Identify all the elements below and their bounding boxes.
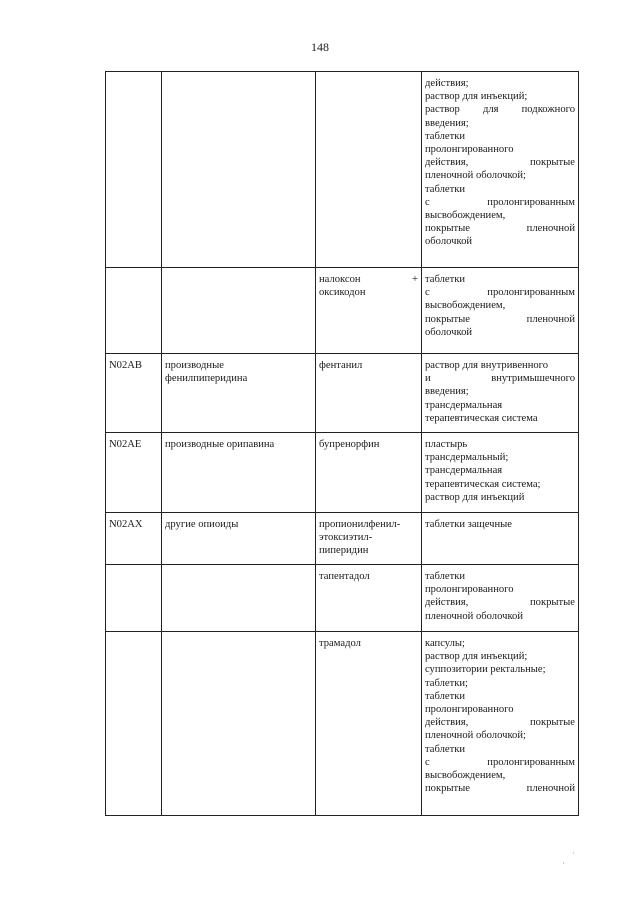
dosage-form-line: оболочкой [425,236,473,248]
pharmacological-group-cell [162,354,316,433]
scan-speck: · [572,848,575,858]
drug-name-cell [316,632,422,816]
dosage-form-line: с пролонгированным [425,287,575,299]
drug-name-cell [316,354,422,433]
dosage-form-line: раствор для подкожного [425,104,575,116]
drug-name-line: тапентадол [319,571,370,582]
pharmacological-group-cell [162,433,316,513]
dosage-form-line: высвобождением, [425,210,506,222]
dosage-form-line: покрытые пленочной [425,223,575,235]
drug-name-cell [316,433,422,513]
combination-plus-sign: + [412,274,418,285]
drug-name-cell [316,513,422,565]
pharmacological-group-cell [162,565,316,632]
scan-speck: · [562,858,565,868]
drug-name-cell [316,565,422,632]
atc-code-cell [106,72,162,268]
dosage-form-line: трансдермальная [425,399,503,411]
dosage-form-line: покрытые пленочной [425,313,575,325]
dosage-form-line: действия, покрытые [425,157,575,169]
dosage-form-line: терапевтическая система [425,412,538,424]
atc-code-cell [106,354,162,433]
drug-name-cell [316,268,422,354]
dosage-form-cell [422,354,579,433]
dosage-form-line: таблетки [425,274,466,285]
dosage-form-line: таблетки защечные [425,519,512,530]
dosage-form-line: с пролонгированным [425,196,575,208]
dosage-form-line: таблетки [425,183,466,195]
table-row [106,565,579,632]
drug-name-line: этоксиэтил- [319,532,373,544]
atc-code-cell [106,513,162,565]
pharmacological-group-cell [162,513,316,565]
pharmacological-group-line: производные [165,360,224,371]
dosage-form-line: раствор для инъекций; [425,651,528,663]
dosage-form-line: таблетки [425,130,466,142]
dosage-form-line: пленочной оболочкой [425,610,524,622]
drug-name-line: фентанил [319,360,363,371]
dosage-form-line: таблетки; [425,677,468,689]
drug-table [105,71,579,816]
dosage-form-line: пленочной оболочкой; [425,170,526,182]
table-row [106,632,579,816]
table-row [106,513,579,565]
dosage-form-line: действия; [425,78,469,89]
dosage-form-line: действия, покрытые [425,717,575,729]
pharmacological-group-cell [162,72,316,268]
drug-name-line: трамадол [319,638,361,649]
pharmacological-group-line: производные орипавина [165,439,275,450]
dosage-form-line: пластырь [425,439,468,450]
atc-code: N02AX [109,519,143,530]
atc-code-cell [106,632,162,816]
table-row [106,268,579,354]
pharmacological-group-line: другие опиоиды [165,519,239,530]
dosage-form-line: введения; [425,117,469,129]
atc-code-cell [106,268,162,354]
drug-name-line: бупренорфин [319,439,380,450]
dosage-form-cell [422,565,579,632]
table-row [106,72,579,268]
drug-name-text: налоксон [319,274,361,285]
drug-name-line [319,273,418,286]
dosage-form-cell [422,433,579,513]
pharmacological-group-line: фенилпиперидина [165,373,248,385]
drug-name-line: пиперидин [319,545,369,557]
dosage-form-line: трансдермальная [425,465,503,477]
pharmacological-group-cell [162,268,316,354]
dosage-form-line: покрытые пленочной [425,783,575,795]
dosage-form-line: раствор для инъекций; [425,91,528,103]
drug-name-line: пропионилфенил- [319,519,401,530]
dosage-form-line: суппозитории ректальные; [425,664,546,676]
dosage-form-line: высвобождением, [425,770,506,782]
dosage-form-line: пролонгированного [425,704,514,716]
table-body [106,72,579,816]
atc-code: N02AB [109,360,142,371]
drug-name-line: оксикодон [319,287,366,299]
table-row [106,354,579,433]
table-row [106,433,579,513]
dosage-form-cell [422,268,579,354]
dosage-form-cell [422,632,579,816]
dosage-form-line: оболочкой [425,326,473,338]
dosage-form-line: капсулы; [425,638,465,649]
dosage-form-line: введения; [425,386,469,398]
dosage-form-line: пленочной оболочкой; [425,730,526,742]
dosage-form-line: таблетки [425,743,466,755]
pharmacological-group-cell [162,632,316,816]
dosage-form-line: пролонгированного [425,584,514,596]
dosage-form-line: пролонгированного [425,144,514,156]
dosage-form-line: трансдермальный; [425,452,509,464]
atc-code-cell [106,433,162,513]
dosage-form-line: таблетки [425,690,466,702]
dosage-form-line: терапевтическая система; [425,478,541,490]
page-number: 148 [311,40,329,54]
dosage-form-line: раствор для внутривенного [425,360,549,371]
dosage-form-line: с пролонгированным [425,756,575,768]
dosage-form-line: действия, покрытые [425,597,575,609]
dosage-form-line: раствор для инъекций [425,491,525,503]
drug-name-cell [316,72,422,268]
dosage-form-line: и внутримышечного [425,373,575,385]
atc-code: N02AE [109,439,142,450]
dosage-form-cell [422,513,579,565]
dosage-form-cell [422,72,579,268]
dosage-form-line: таблетки [425,571,466,582]
dosage-form-line: высвобождением, [425,300,506,312]
atc-code-cell [106,565,162,632]
